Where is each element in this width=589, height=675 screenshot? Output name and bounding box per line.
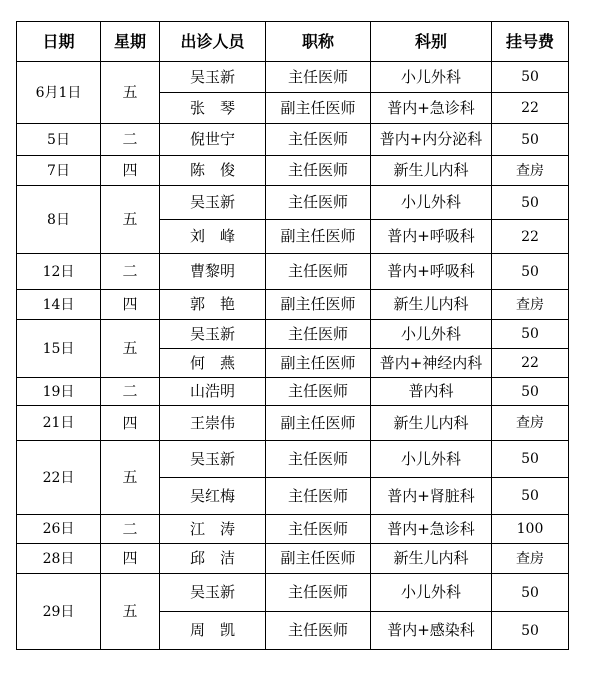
doctor-cell: 吴红梅 [160,478,266,515]
department-cell: 新生儿内科 [371,544,492,574]
date-cell: 6月1日 [17,62,101,124]
fee-cell: 50 [492,612,569,650]
title-cell: 主任医师 [266,186,371,220]
weekday-cell: 五 [101,574,160,650]
doctor-cell: 陈 俊 [160,156,266,186]
date-cell: 12日 [17,254,101,290]
title-cell: 副主任医师 [266,349,371,378]
duty-schedule-table [16,21,569,650]
department-cell: 新生儿内科 [371,156,492,186]
title-cell: 主任医师 [266,254,371,290]
date-cell: 8日 [17,186,101,254]
weekday-cell: 五 [101,186,160,254]
title-cell: 副主任医师 [266,544,371,574]
doctor-cell: 吴玉新 [160,320,266,349]
title-cell: 主任医师 [266,478,371,515]
table-row [17,406,569,441]
department-cell: 小儿外科 [371,441,492,478]
doctor-cell: 张 琴 [160,93,266,124]
title-cell: 主任医师 [266,574,371,612]
date-cell: 21日 [17,406,101,441]
table-row [17,156,569,186]
weekday-cell: 五 [101,62,160,124]
date-cell: 22日 [17,441,101,515]
fee-cell: 查房 [492,406,569,441]
doctor-cell: 吴玉新 [160,574,266,612]
fee-cell: 22 [492,349,569,378]
doctor-cell: 刘 峰 [160,220,266,254]
title-cell: 主任医师 [266,515,371,544]
date-cell: 5日 [17,124,101,156]
fee-cell: 50 [492,254,569,290]
doctor-cell: 吴玉新 [160,441,266,478]
doctor-cell: 山浩明 [160,378,266,406]
department-cell: 小儿外科 [371,186,492,220]
header-date: 日期 [17,22,101,62]
table-row [17,186,569,220]
department-cell: 小儿外科 [371,62,492,93]
title-cell: 副主任医师 [266,406,371,441]
weekday-cell: 四 [101,406,160,441]
fee-cell: 50 [492,441,569,478]
date-cell: 29日 [17,574,101,650]
department-cell: 小儿外科 [371,574,492,612]
department-cell: 新生儿内科 [371,290,492,320]
title-cell: 主任医师 [266,612,371,650]
title-cell: 主任医师 [266,320,371,349]
fee-cell: 查房 [492,156,569,186]
doctor-cell: 江 涛 [160,515,266,544]
department-cell: 普内+感染科 [371,612,492,650]
fee-cell: 50 [492,186,569,220]
table-row [17,515,569,544]
table-row [17,441,569,478]
header-row [17,22,569,62]
weekday-cell: 四 [101,544,160,574]
doctor-cell: 吴玉新 [160,186,266,220]
title-cell: 副主任医师 [266,93,371,124]
doctor-cell: 邱 洁 [160,544,266,574]
doctor-cell: 曹黎明 [160,254,266,290]
doctor-cell: 倪世宁 [160,124,266,156]
table-row [17,378,569,406]
table-row [17,290,569,320]
department-cell: 小儿外科 [371,320,492,349]
weekday-cell: 五 [101,441,160,515]
weekday-cell: 四 [101,290,160,320]
doctor-cell: 周 凯 [160,612,266,650]
header-department: 科别 [371,22,492,62]
date-cell: 15日 [17,320,101,378]
title-cell: 主任医师 [266,124,371,156]
fee-cell: 50 [492,62,569,93]
weekday-cell: 四 [101,156,160,186]
department-cell: 普内+急诊科 [371,515,492,544]
weekday-cell: 二 [101,378,160,406]
department-cell: 普内+急诊科 [371,93,492,124]
department-cell: 普内+呼吸科 [371,220,492,254]
table-row [17,544,569,574]
date-cell: 14日 [17,290,101,320]
doctor-cell: 何 燕 [160,349,266,378]
fee-cell: 50 [492,574,569,612]
fee-cell: 22 [492,220,569,254]
fee-cell: 查房 [492,544,569,574]
department-cell: 普内+神经内科 [371,349,492,378]
title-cell: 主任医师 [266,156,371,186]
weekday-cell: 二 [101,254,160,290]
department-cell: 普内+肾脏科 [371,478,492,515]
doctor-cell: 王崇伟 [160,406,266,441]
table-row [17,574,569,612]
fee-cell: 50 [492,124,569,156]
table-row [17,320,569,349]
table-row [17,62,569,93]
department-cell: 普内科 [371,378,492,406]
doctor-cell: 郭 艳 [160,290,266,320]
date-cell: 26日 [17,515,101,544]
weekday-cell: 二 [101,515,160,544]
department-cell: 普内+呼吸科 [371,254,492,290]
header-title: 职称 [266,22,371,62]
header-doctor: 出诊人员 [160,22,266,62]
table-row [17,124,569,156]
fee-cell: 查房 [492,290,569,320]
date-cell: 7日 [17,156,101,186]
weekday-cell: 五 [101,320,160,378]
table-row [17,254,569,290]
date-cell: 28日 [17,544,101,574]
title-cell: 主任医师 [266,378,371,406]
title-cell: 主任医师 [266,441,371,478]
schedule-body [17,62,569,650]
department-cell: 新生儿内科 [371,406,492,441]
department-cell: 普内+内分泌科 [371,124,492,156]
doctor-cell: 吴玉新 [160,62,266,93]
fee-cell: 100 [492,515,569,544]
title-cell: 主任医师 [266,62,371,93]
title-cell: 副主任医师 [266,290,371,320]
fee-cell: 50 [492,320,569,349]
header-fee: 挂号费 [492,22,569,62]
date-cell: 19日 [17,378,101,406]
fee-cell: 22 [492,93,569,124]
fee-cell: 50 [492,478,569,515]
fee-cell: 50 [492,378,569,406]
title-cell: 副主任医师 [266,220,371,254]
header-weekday: 星期 [101,22,160,62]
weekday-cell: 二 [101,124,160,156]
